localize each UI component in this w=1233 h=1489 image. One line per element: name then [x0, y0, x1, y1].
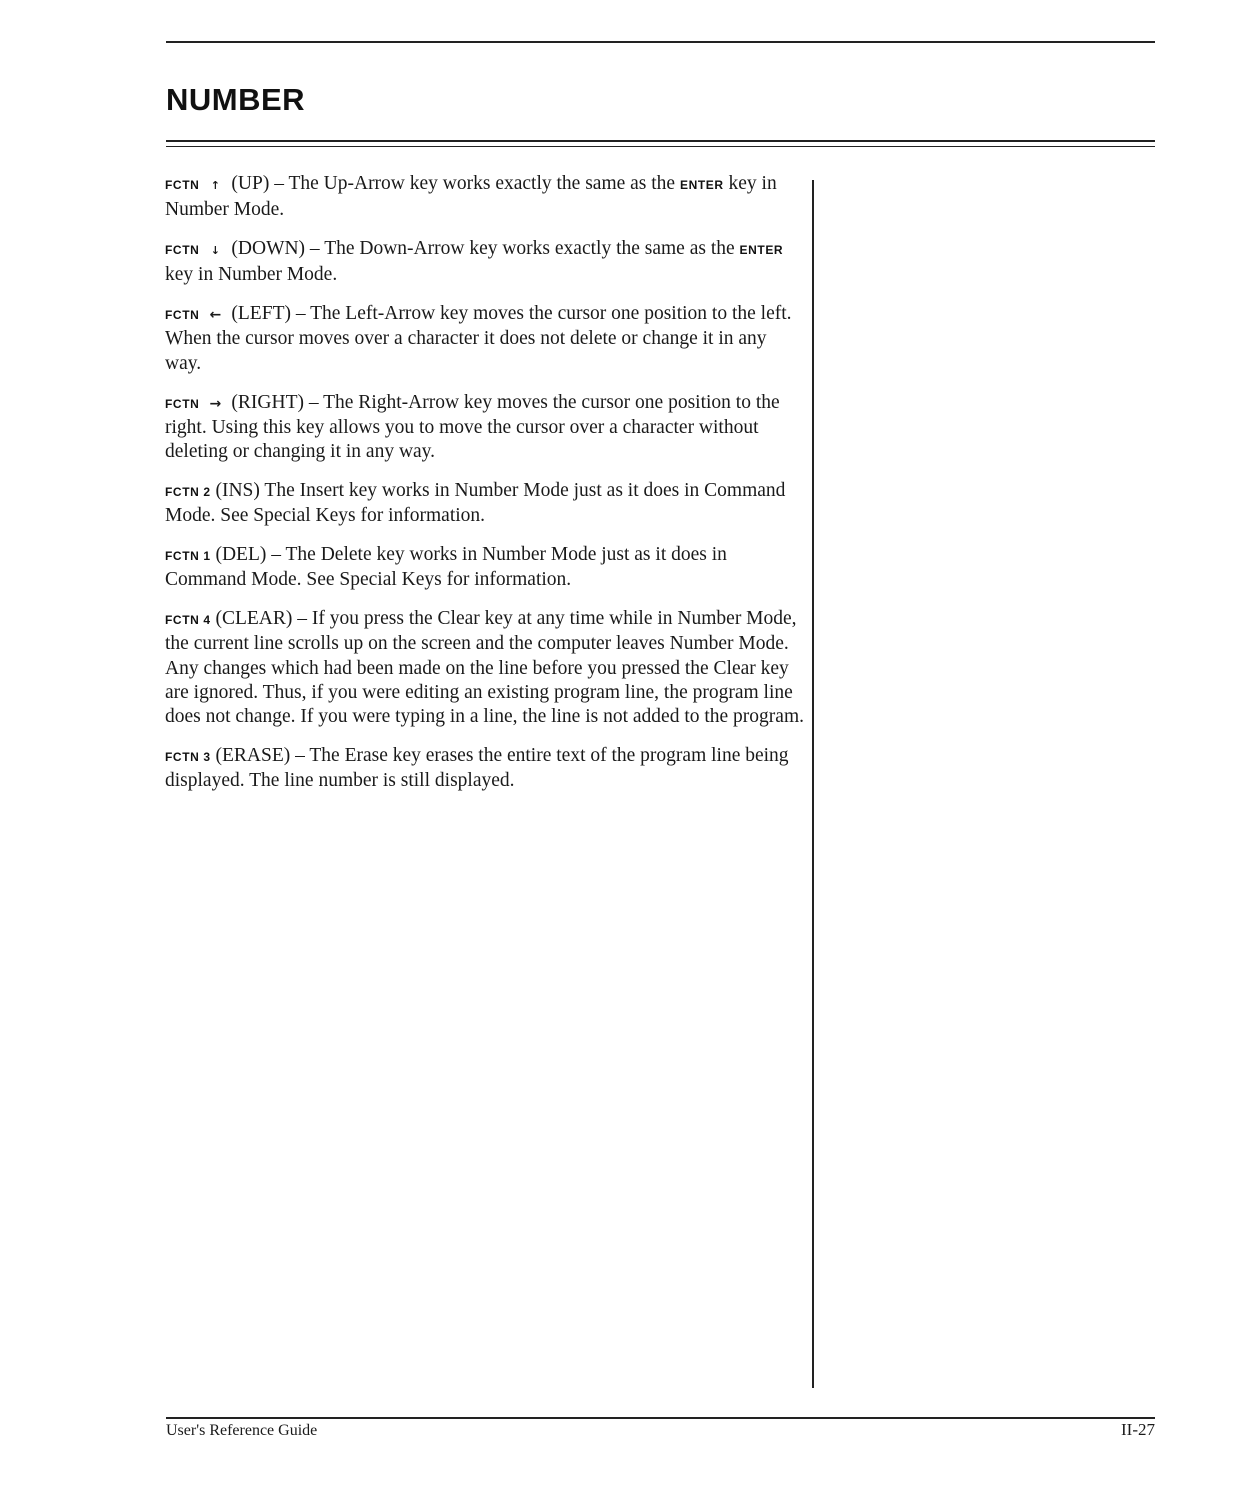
entry-text: (CLEAR) – If you press the Clear key at any time while in Number Mode, the current line scrolls up on the screen and the computer leaves Number Mode. Any changes which had been made on the line before you pressed the Clear key are ignored. Thus, if you were editing an existing program line, the program line does not change. If you were typing in a line, the line is not added to the program.: [165, 608, 804, 728]
entry-text: (LEFT) – The Left-Arrow key moves the cursor one position to the left. When the cursor moves over a character it does not delete or change it in any way.: [165, 303, 792, 374]
entry-text: (INS) The Insert key works in Number Mode just as it does in Command Mode. See Special Keys for information.: [165, 479, 786, 527]
down-arrow-icon: ↓: [210, 244, 221, 258]
heading-rule-thick: [166, 140, 1155, 142]
key-label: FCTN 4: [165, 613, 211, 628]
entry-text: key in Number Mode.: [165, 264, 338, 286]
column-divider: [812, 180, 814, 1388]
key-label: FCTN: [165, 308, 200, 323]
entry-text: (DEL) – The Delete key works in Number Mode just as it does in Command Mode. See Special Keys for information.: [165, 544, 727, 591]
top-rule: [166, 41, 1155, 43]
entry-text: (RIGHT) – The Right-Arrow key moves the cursor one position to the right. Using this key allows you to move the cursor over a character without deleting or changing it in any way.: [165, 391, 780, 463]
entry-text: (UP) – The Up-Arrow key works exactly the same as the: [231, 173, 680, 194]
left-arrow-icon: ←: [209, 307, 222, 324]
key-label: ENTER: [739, 243, 784, 258]
key-label: FCTN 3: [165, 750, 211, 765]
page-number: II-27: [1121, 1420, 1155, 1439]
key-label: FCTN 2: [165, 484, 211, 499]
key-label: FCTN 1: [165, 549, 211, 564]
key-descriptions: [165, 172, 805, 808]
entry-text: key in Number Mode.: [165, 173, 777, 221]
key-label: FCTN: [165, 243, 200, 258]
entry-insert: [165, 479, 805, 529]
entry-erase: [165, 744, 805, 794]
entry-up-arrow: [165, 172, 805, 223]
heading-rule-thin: [166, 146, 1155, 147]
entry-text: (DOWN) – The Down-Arrow key works exactly the same as the: [231, 238, 740, 260]
footer-rule: [166, 1417, 1155, 1419]
entry-delete: [165, 543, 805, 593]
up-arrow-icon: ↑: [210, 179, 221, 192]
footer-guide-title: User's Reference Guide: [166, 1422, 318, 1439]
entry-down-arrow: [165, 237, 805, 288]
right-arrow-icon: →: [209, 395, 222, 412]
key-label: FCTN: [165, 178, 200, 192]
entry-text: (ERASE) – The Erase key erases the entire text of the program line being displayed. The line number is still displayed.: [165, 745, 789, 792]
key-label: FCTN: [165, 396, 200, 411]
entry-clear: [165, 607, 805, 729]
key-label: ENTER: [679, 178, 724, 192]
entry-right-arrow: [165, 391, 805, 465]
entry-left-arrow: [165, 302, 805, 376]
page-title: NUMBER: [166, 82, 306, 117]
